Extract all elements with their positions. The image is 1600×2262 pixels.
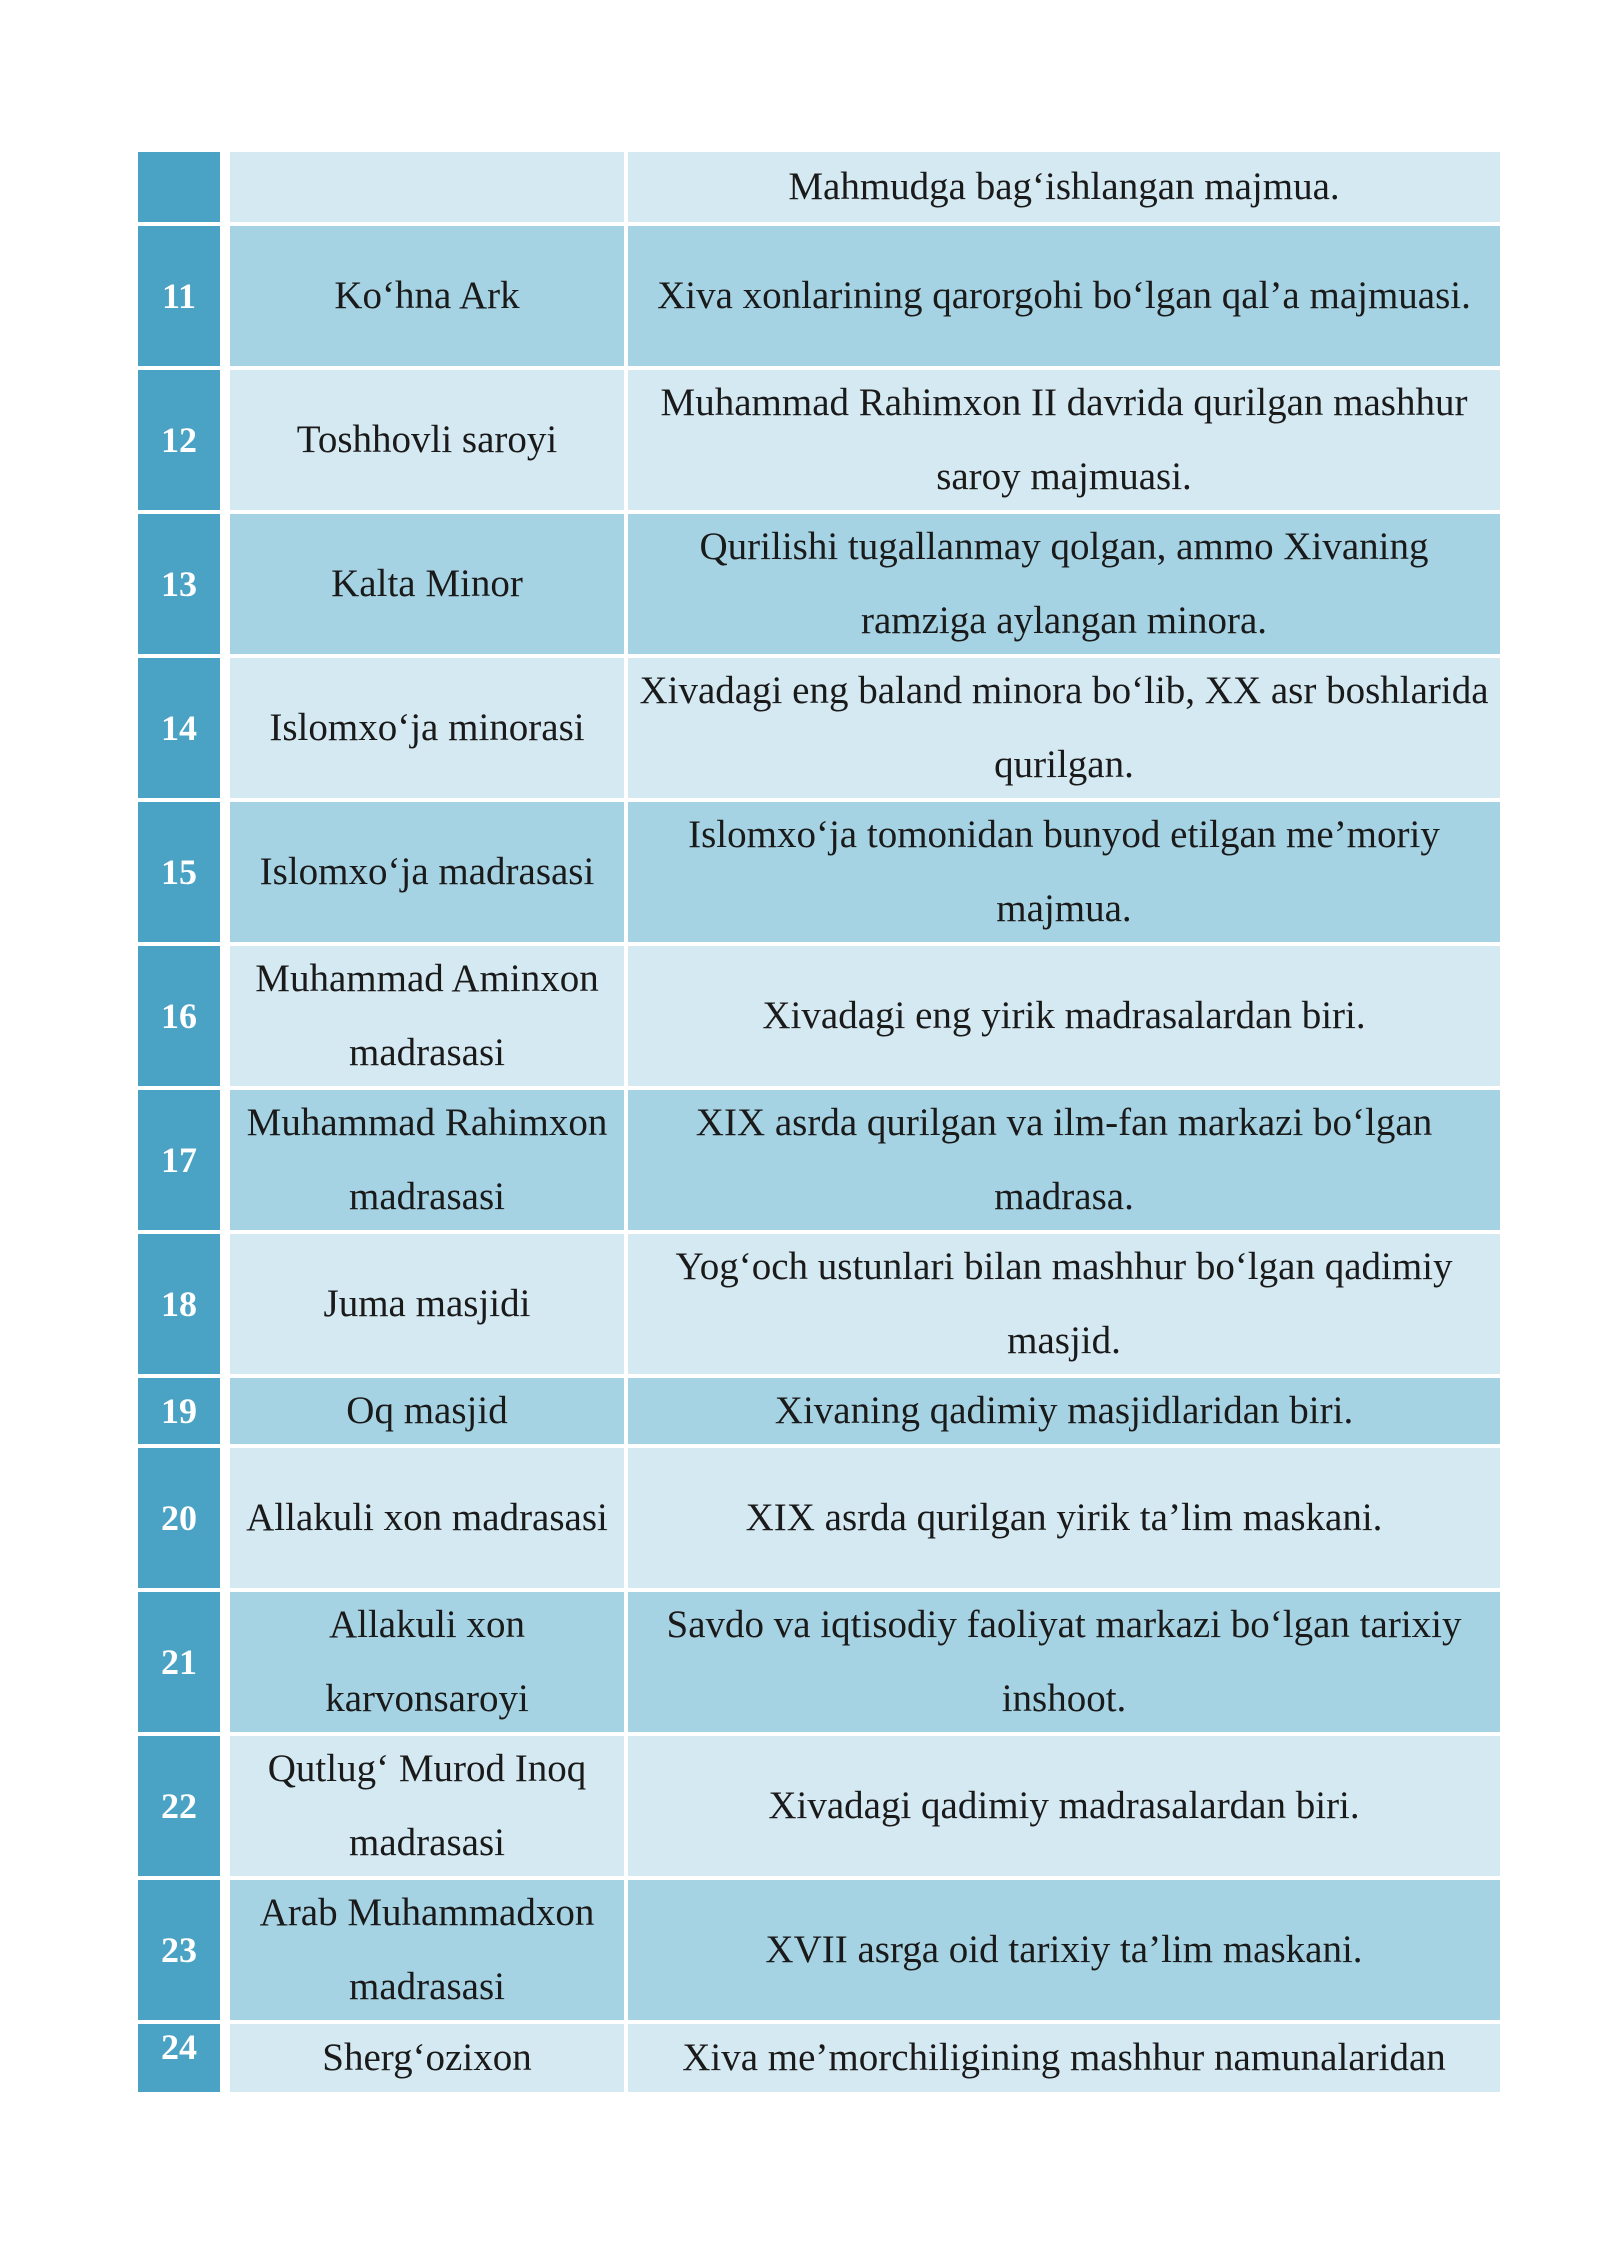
monument-description: Mahmudga bag‘ishlangan majmua. <box>628 152 1500 222</box>
table-row <box>138 1736 1500 1876</box>
monument-name: Toshhovli saroyi <box>230 370 624 510</box>
row-number: 21 <box>138 1592 220 1732</box>
monument-name: Ko‘hna Ark <box>230 226 624 366</box>
table-row <box>138 1880 1500 2020</box>
monument-name: Juma masjidi <box>230 1234 624 1374</box>
monument-name <box>230 152 624 222</box>
monument-description: Yog‘och ustunlari bilan mashhur bo‘lgan qadimiy masjid. <box>628 1234 1500 1374</box>
monument-name: Sherg‘ozixon <box>230 2024 624 2092</box>
row-number: 22 <box>138 1736 220 1876</box>
row-number: 15 <box>138 802 220 942</box>
table-row <box>138 370 1500 510</box>
monument-name: Islomxo‘ja minorasi <box>230 658 624 798</box>
monument-name: Arab Muhammadxon madrasasi <box>230 1880 624 2020</box>
monument-description: XIX asrda qurilgan yirik ta’lim maskani. <box>628 1448 1500 1588</box>
monument-name: Allakuli xon karvonsaroyi <box>230 1592 624 1732</box>
row-number: 11 <box>138 226 220 366</box>
table-row <box>138 946 1500 1086</box>
table-row <box>138 152 1500 222</box>
table-row <box>138 802 1500 942</box>
table-row <box>138 226 1500 366</box>
table-row <box>138 1090 1500 1230</box>
table-row <box>138 1378 1500 1444</box>
table-row <box>138 658 1500 798</box>
row-number: 17 <box>138 1090 220 1230</box>
monument-description: Xivadagi eng baland minora bo‘lib, XX asr boshlarida qurilgan. <box>628 658 1500 798</box>
monument-description: Islomxo‘ja tomonidan bunyod etilgan me’moriy majmua. <box>628 802 1500 942</box>
monument-description: Xivaning qadimiy masjidlaridan biri. <box>628 1378 1500 1444</box>
monument-description: Xiva me’morchiligining mashhur namunalaridan <box>628 2024 1500 2092</box>
monument-description: XIX asrda qurilgan va ilm-fan markazi bo‘lgan madrasa. <box>628 1090 1500 1230</box>
row-number <box>138 152 220 222</box>
table-row <box>138 1592 1500 1732</box>
table-row <box>138 1448 1500 1588</box>
monument-description: Xivadagi qadimiy madrasalardan biri. <box>628 1736 1500 1876</box>
row-number: 19 <box>138 1378 220 1444</box>
monument-name: Oq masjid <box>230 1378 624 1444</box>
monument-name: Kalta Minor <box>230 514 624 654</box>
row-number: 24 <box>138 2024 220 2092</box>
monument-description: Xivadagi eng yirik madrasalardan biri. <box>628 946 1500 1086</box>
monument-description: Savdo va iqtisodiy faoliyat markazi bo‘lgan tarixiy inshoot. <box>628 1592 1500 1732</box>
table-row <box>138 2024 1500 2092</box>
monuments-table <box>138 152 1500 2096</box>
monument-description: Xiva xonlarining qarorgohi bo‘lgan qal’a majmuasi. <box>628 226 1500 366</box>
monument-description: Qurilishi tugallanmay qolgan, ammo Xivaning ramziga aylangan minora. <box>628 514 1500 654</box>
row-number: 18 <box>138 1234 220 1374</box>
monument-name: Muhammad Aminxon madrasasi <box>230 946 624 1086</box>
monument-name: Muhammad Rahimxon madrasasi <box>230 1090 624 1230</box>
monument-name: Allakuli xon madrasasi <box>230 1448 624 1588</box>
monument-name: Islomxo‘ja madrasasi <box>230 802 624 942</box>
row-number: 13 <box>138 514 220 654</box>
row-number: 23 <box>138 1880 220 2020</box>
monument-name: Qutlug‘ Murod Inoq madrasasi <box>230 1736 624 1876</box>
monument-description: Muhammad Rahimxon II davrida qurilgan mashhur saroy majmuasi. <box>628 370 1500 510</box>
table-row <box>138 1234 1500 1374</box>
monument-description: XVII asrga oid tarixiy ta’lim maskani. <box>628 1880 1500 2020</box>
row-number: 14 <box>138 658 220 798</box>
row-number: 20 <box>138 1448 220 1588</box>
table-row <box>138 514 1500 654</box>
row-number: 12 <box>138 370 220 510</box>
row-number: 16 <box>138 946 220 1086</box>
